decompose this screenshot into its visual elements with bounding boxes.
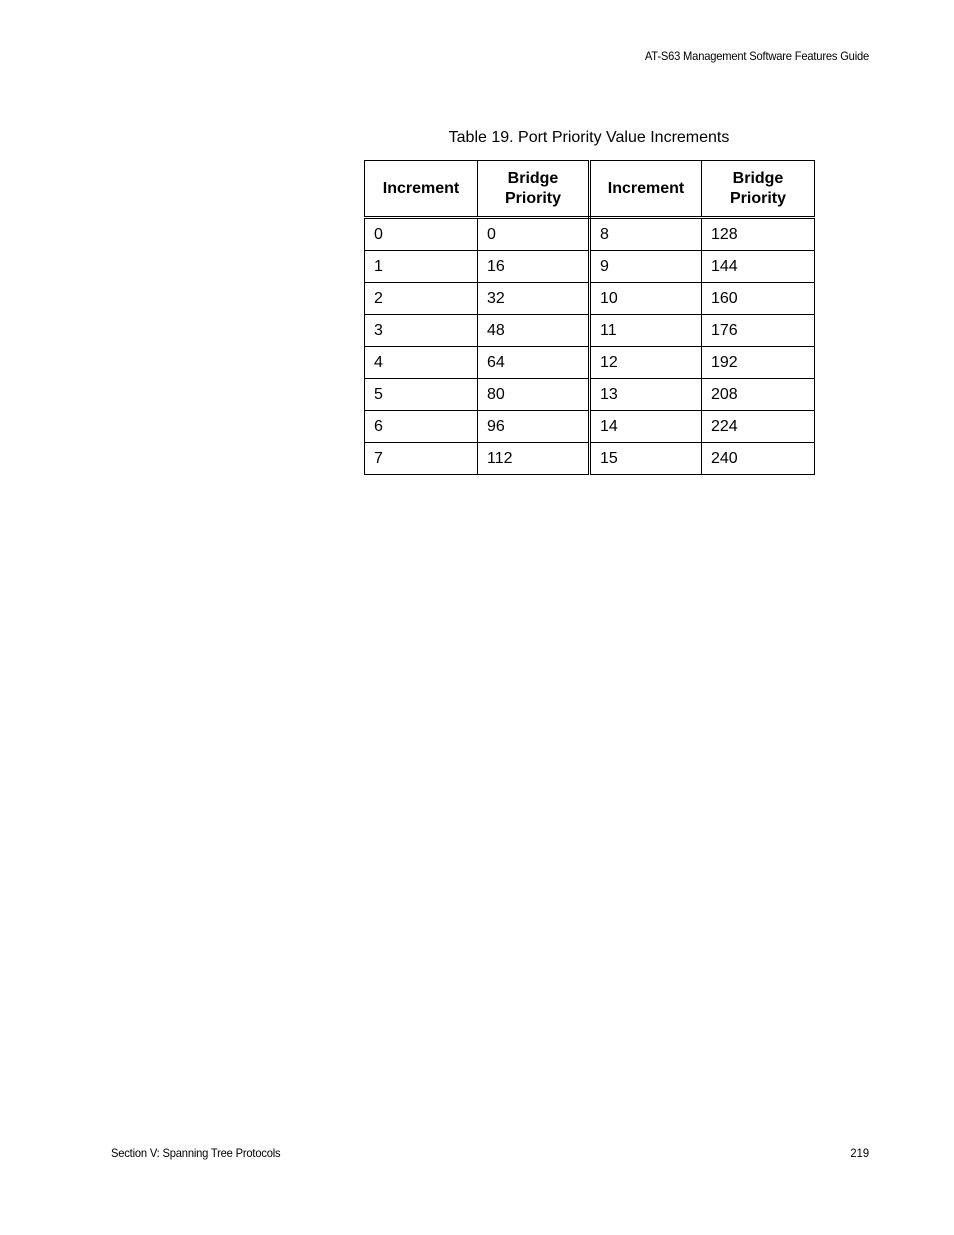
table-cell: 13 [590, 379, 702, 411]
table-cell: 15 [590, 443, 702, 475]
port-priority-table [364, 160, 815, 475]
table-cell: 4 [365, 347, 478, 379]
table-cell: 14 [590, 411, 702, 443]
table-cell: 0 [478, 218, 590, 251]
column-header-increment: Increment [365, 161, 478, 218]
table-cell: 64 [478, 347, 590, 379]
table-cell: 240 [702, 443, 815, 475]
table-cell: 32 [478, 283, 590, 315]
column-header-bridge-priority: Bridge Priority [702, 161, 815, 218]
footer-section-title: Section V: Spanning Tree Protocols [111, 1146, 281, 1160]
column-header-increment: Increment [590, 161, 702, 218]
table-row [365, 411, 815, 443]
table-cell: 2 [365, 283, 478, 315]
table-row [365, 251, 815, 283]
table-cell: 3 [365, 315, 478, 347]
table-cell: 8 [590, 218, 702, 251]
table-cell: 9 [590, 251, 702, 283]
column-header-bridge-priority: Bridge Priority [478, 161, 590, 218]
table-cell: 48 [478, 315, 590, 347]
table-cell: 10 [590, 283, 702, 315]
table-cell: 1 [365, 251, 478, 283]
table-cell: 96 [478, 411, 590, 443]
table-cell: 6 [365, 411, 478, 443]
table-cell: 160 [702, 283, 815, 315]
table-row [365, 379, 815, 411]
table-cell: 224 [702, 411, 815, 443]
table-cell: 176 [702, 315, 815, 347]
table-cell: 80 [478, 379, 590, 411]
table-cell: 12 [590, 347, 702, 379]
table-cell: 7 [365, 443, 478, 475]
table-cell: 112 [478, 443, 590, 475]
table-cell: 5 [365, 379, 478, 411]
priority-table-container [364, 160, 814, 475]
footer-page-number: 219 [850, 1146, 869, 1160]
table-cell: 11 [590, 315, 702, 347]
table-cell: 144 [702, 251, 815, 283]
running-header: AT-S63 Management Software Features Guide [644, 49, 869, 63]
table-caption: Table 19. Port Priority Value Increments [448, 129, 730, 146]
table-header-row [365, 161, 815, 218]
table-cell: 208 [702, 379, 815, 411]
table-row [365, 347, 815, 379]
table-row [365, 283, 815, 315]
table-cell: 192 [702, 347, 815, 379]
table-row [365, 315, 815, 347]
table-row [365, 443, 815, 475]
table-cell: 16 [478, 251, 590, 283]
table-cell: 0 [365, 218, 478, 251]
table-row [365, 218, 815, 251]
table-cell: 128 [702, 218, 815, 251]
